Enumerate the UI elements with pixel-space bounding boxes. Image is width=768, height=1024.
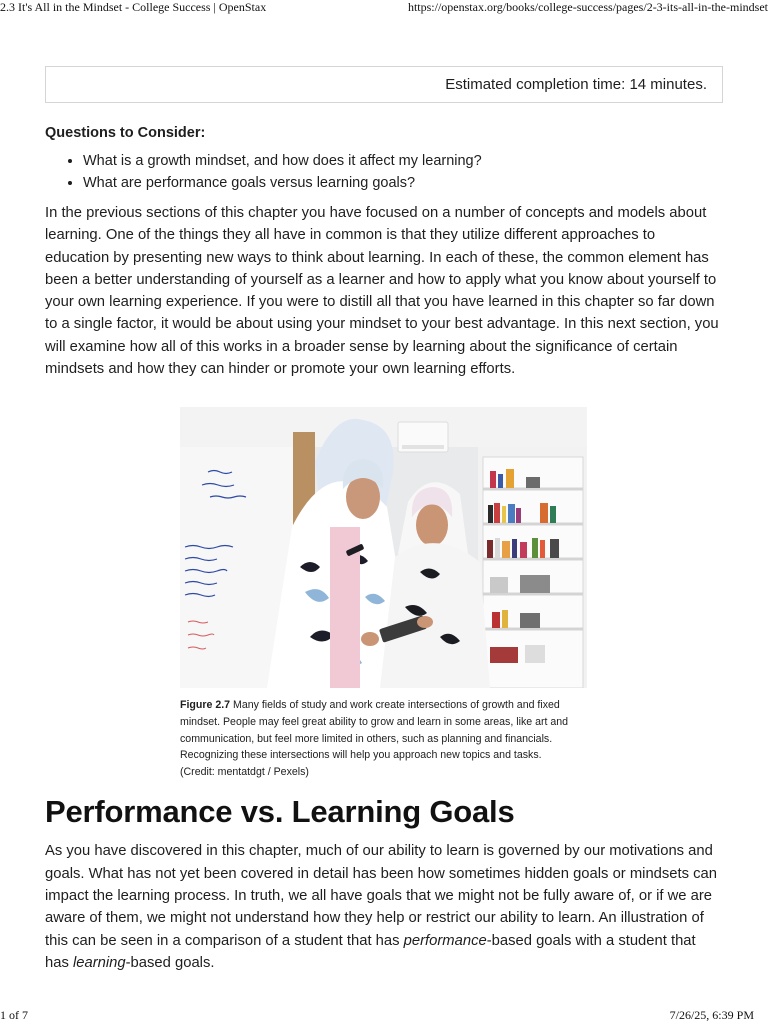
figure-photo	[180, 407, 587, 688]
completion-time-text: Estimated completion time: 14 minutes.	[445, 76, 707, 93]
questions-list	[45, 150, 723, 194]
print-page-url: https://openstax.org/books/college-success/pages/2-3-its-all-in-the-mindset	[407, 0, 768, 14]
section-heading: Performance vs. Learning Goals	[45, 794, 515, 830]
completion-time-box	[45, 66, 723, 103]
print-header	[0, 0, 768, 16]
page-content	[45, 66, 723, 974]
print-date: 7/26/25, 6:39 PM	[669, 1008, 754, 1022]
emphasis-performance: performance	[403, 932, 487, 949]
questions-heading: Questions to Consider:	[45, 125, 206, 141]
question-item: • What are performance goals versus learning goals?	[83, 172, 723, 194]
figure-caption	[180, 697, 570, 780]
print-footer	[0, 1008, 768, 1024]
intro-paragraph: In the previous sections of this chapter you have focused on a number of concepts and models about learning. One of the things they all have in common is that they utilize different approaches to education by presenting new ways to think about learning. In each of these, the common element has been a better understanding of yourself as a learner and how to apply what you know about yourself to your own learning experience. If you were to distill all that you have learned in this chapter so far down to a single factor, it would be about using your mindset to your best advantage. In this next section, you will examine how all of this works in a broader sense by learning about the significance of certain mindsets and how they can hinder or promote your own learning efforts.	[45, 205, 719, 378]
figure-label: Figure 2.7	[180, 699, 231, 712]
emphasis-learning: learning	[72, 954, 126, 971]
print-page-title: 2.3 It's All in the Mindset - College Success | OpenStax	[0, 0, 267, 14]
paragraph-text: -based goals with a student that has	[45, 932, 696, 971]
figure-2-7	[45, 407, 723, 780]
page-number: 1 of 7	[0, 1008, 28, 1022]
paragraph-text: As you have discovered in this chapter, much of our ability to learn is governed by our motivations and goals. What has not yet been covered in detail has been how sometimes hidden goals or mindsets can impact the learning process. In truth, we all have goals that we might not be fully aware of, or if we are aware of them, we might not understand how they help or restrict our ability to learn. An illustration of this can be seen in a comparison of a student that has	[45, 843, 718, 949]
question-item: • What is a growth mindset, and how does it affect my learning?	[83, 150, 723, 172]
section-paragraph	[45, 840, 723, 974]
figure-caption-text: Many fields of study and work create intersections of growth and fixed mindset. People may feel great ability to grow and learn in some areas, like art and communication, but feel more limited in others, such as planning and financials. Recognizing these intersections will help you approach new topics and tasks. (Credit: mentatdgt / Pexels)	[180, 699, 569, 778]
paragraph-text: -based goals.	[125, 954, 215, 971]
